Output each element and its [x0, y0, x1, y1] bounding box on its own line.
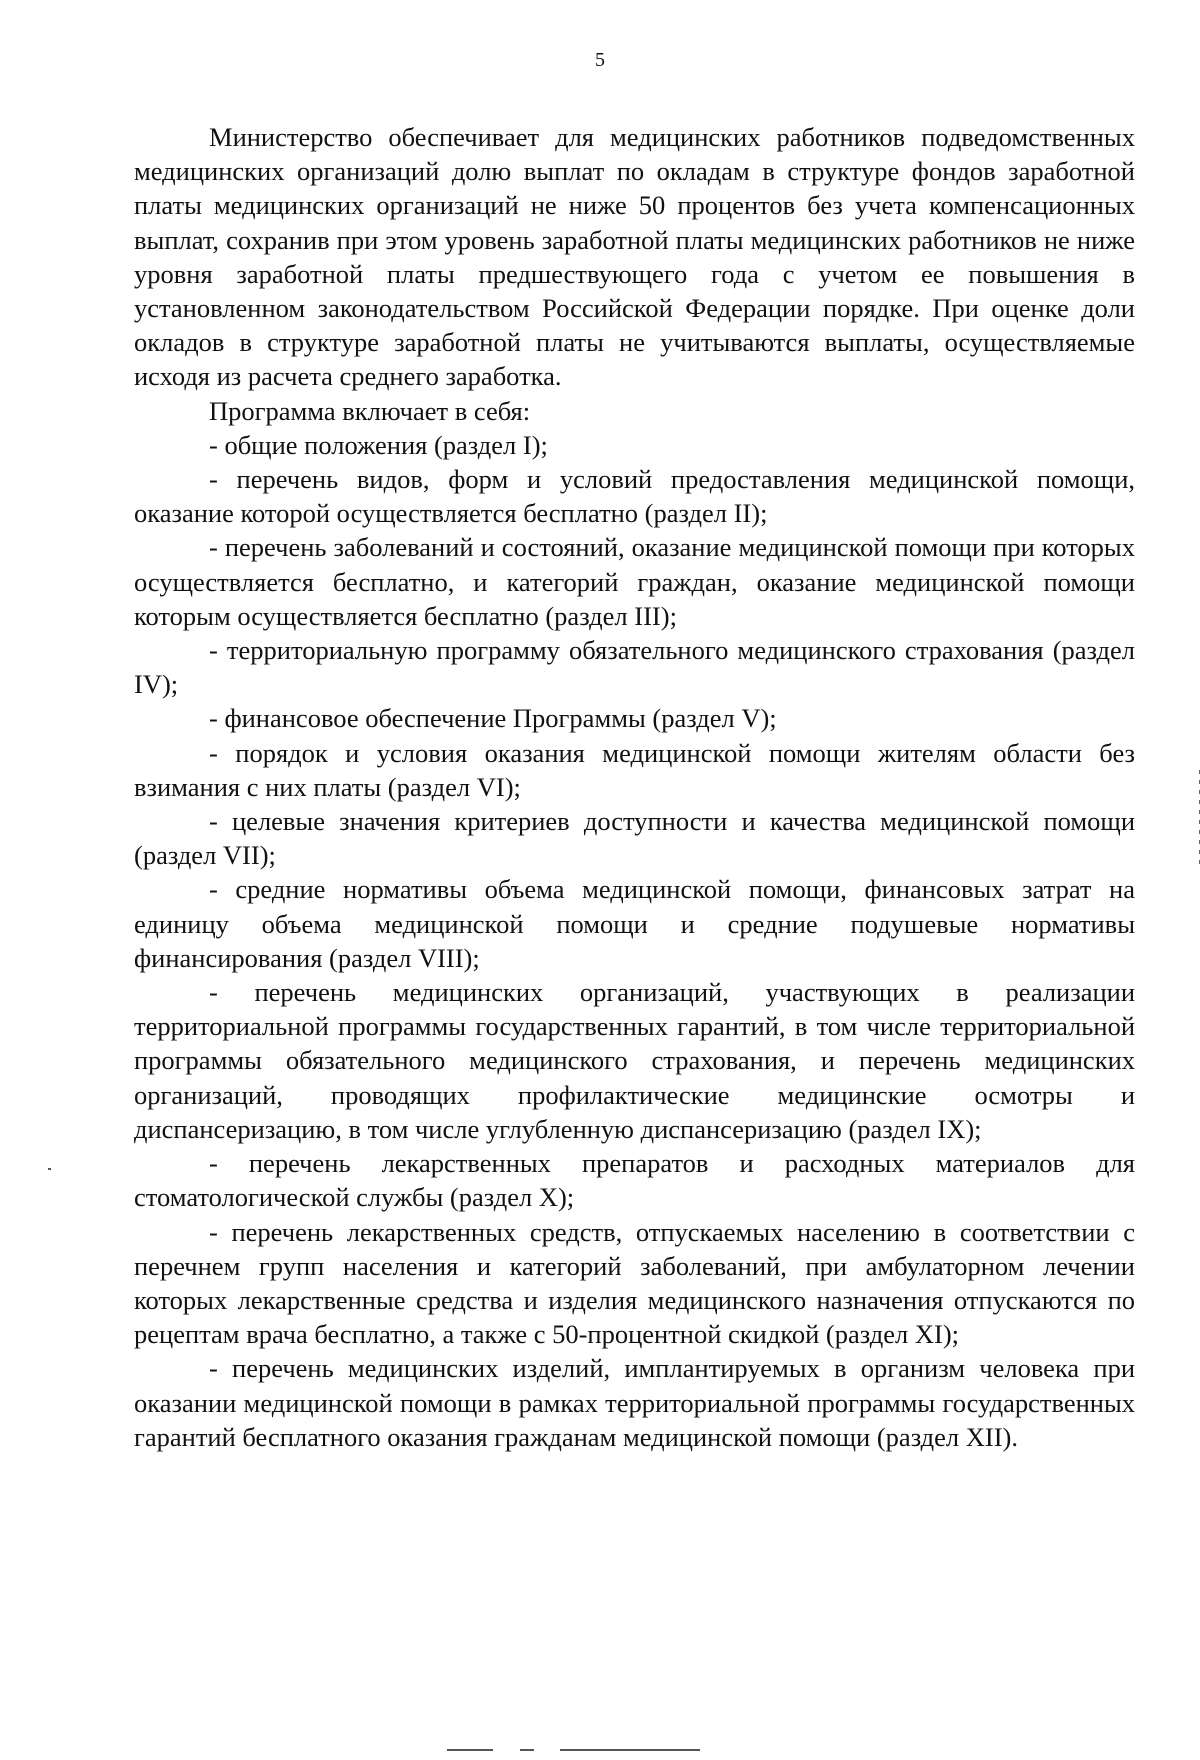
list-item-section-7: - целевые значения критериев доступности и качества медицинской помощи (раздел VII); — [134, 806, 1135, 871]
list-item-section-8: - средние нормативы объема медицинской помощи, финансовых затрат на единицу объема медицинской помощи и средние подушевые нормативы финансирования (раздел VIII); — [134, 874, 1135, 973]
scan-artifact-bottom — [520, 1749, 534, 1751]
list-item-section-9: - перечень медицинских организаций, участвующих в реализации территориальной программы государственных гарантий, в том числе территориальной программы обязательного медицинского страхования, и перечень медицинских организаций, проводящих профилактические медицинские осмотры и диспансеризацию, в том числе углубленную диспансеризацию (раздел IX); — [134, 977, 1135, 1144]
list-item-section-4: - территориальную программу обязательного медицинского страхования (раздел IV); — [134, 635, 1135, 700]
list-item-section-1: - общие положения (раздел I); — [209, 429, 548, 460]
list-item-section-3: - перечень заболеваний и состояний, оказание медицинской помощи при которых осуществляется бесплатно, и категорий граждан, оказание медицинской помощи которым осуществляется бесплатно (раздел III); — [134, 532, 1135, 631]
list-item-section-6: - порядок и условия оказания медицинской помощи жителям области без взимания с них платы (раздел VI); — [134, 737, 1135, 802]
list-item-section-12: - перечень медицинских изделий, имплантируемых в организм человека при оказании медицинской помощи в рамках территориальной программы государственных гарантий бесплатного оказания гражданам медицинской помощи (раздел XII). — [134, 1353, 1135, 1452]
paragraph-program-includes: Программа включает в себя: — [209, 395, 531, 426]
list-item-section-5: - финансовое обеспечение Программы (раздел V); — [209, 703, 777, 734]
list-item-section-2: - перечень видов, форм и условий предоставления медицинской помощи, оказание которой осуществляется бесплатно (раздел II); — [134, 464, 1135, 529]
list-item-section-11: - перечень лекарственных средств, отпускаемых населению в соответствии с перечнем групп населения и категорий заболеваний, при амбулаторном лечении которых лекарственные средства и изделия медицинского назначения отпускаются по рецептам врача бесплатно, а также с 50-процентной скидкой (раздел XI); — [134, 1216, 1135, 1350]
scan-artifact-left — [48, 1168, 51, 1170]
paragraph-salary-share: Министерство обеспечивает для медицинских работников подведомственных медицинских организаций долю выплат по окладам в структуре фондов заработной платы медицинских организаций не ниже 50 процентов без учета компенсационных выплат, сохранив при этом уровень заработной платы медицинских работников не ниже уровня заработной платы предшествующего года с учетом ее повышения в установленном законодательством Российской Федерации порядке. При оценке доли окладов в структуре заработной платы не учитываются выплаты, осуществляемые исходя из расчета среднего заработка. — [134, 122, 1135, 392]
scan-artifact-bottom — [560, 1749, 700, 1751]
scan-artifact-bottom — [447, 1749, 493, 1751]
list-item-section-10: - перечень лекарственных препаратов и расходных материалов для стоматологической службы (раздел X); — [134, 1148, 1135, 1213]
document-body — [134, 120, 1135, 1454]
page-number: 5 — [595, 49, 605, 71]
